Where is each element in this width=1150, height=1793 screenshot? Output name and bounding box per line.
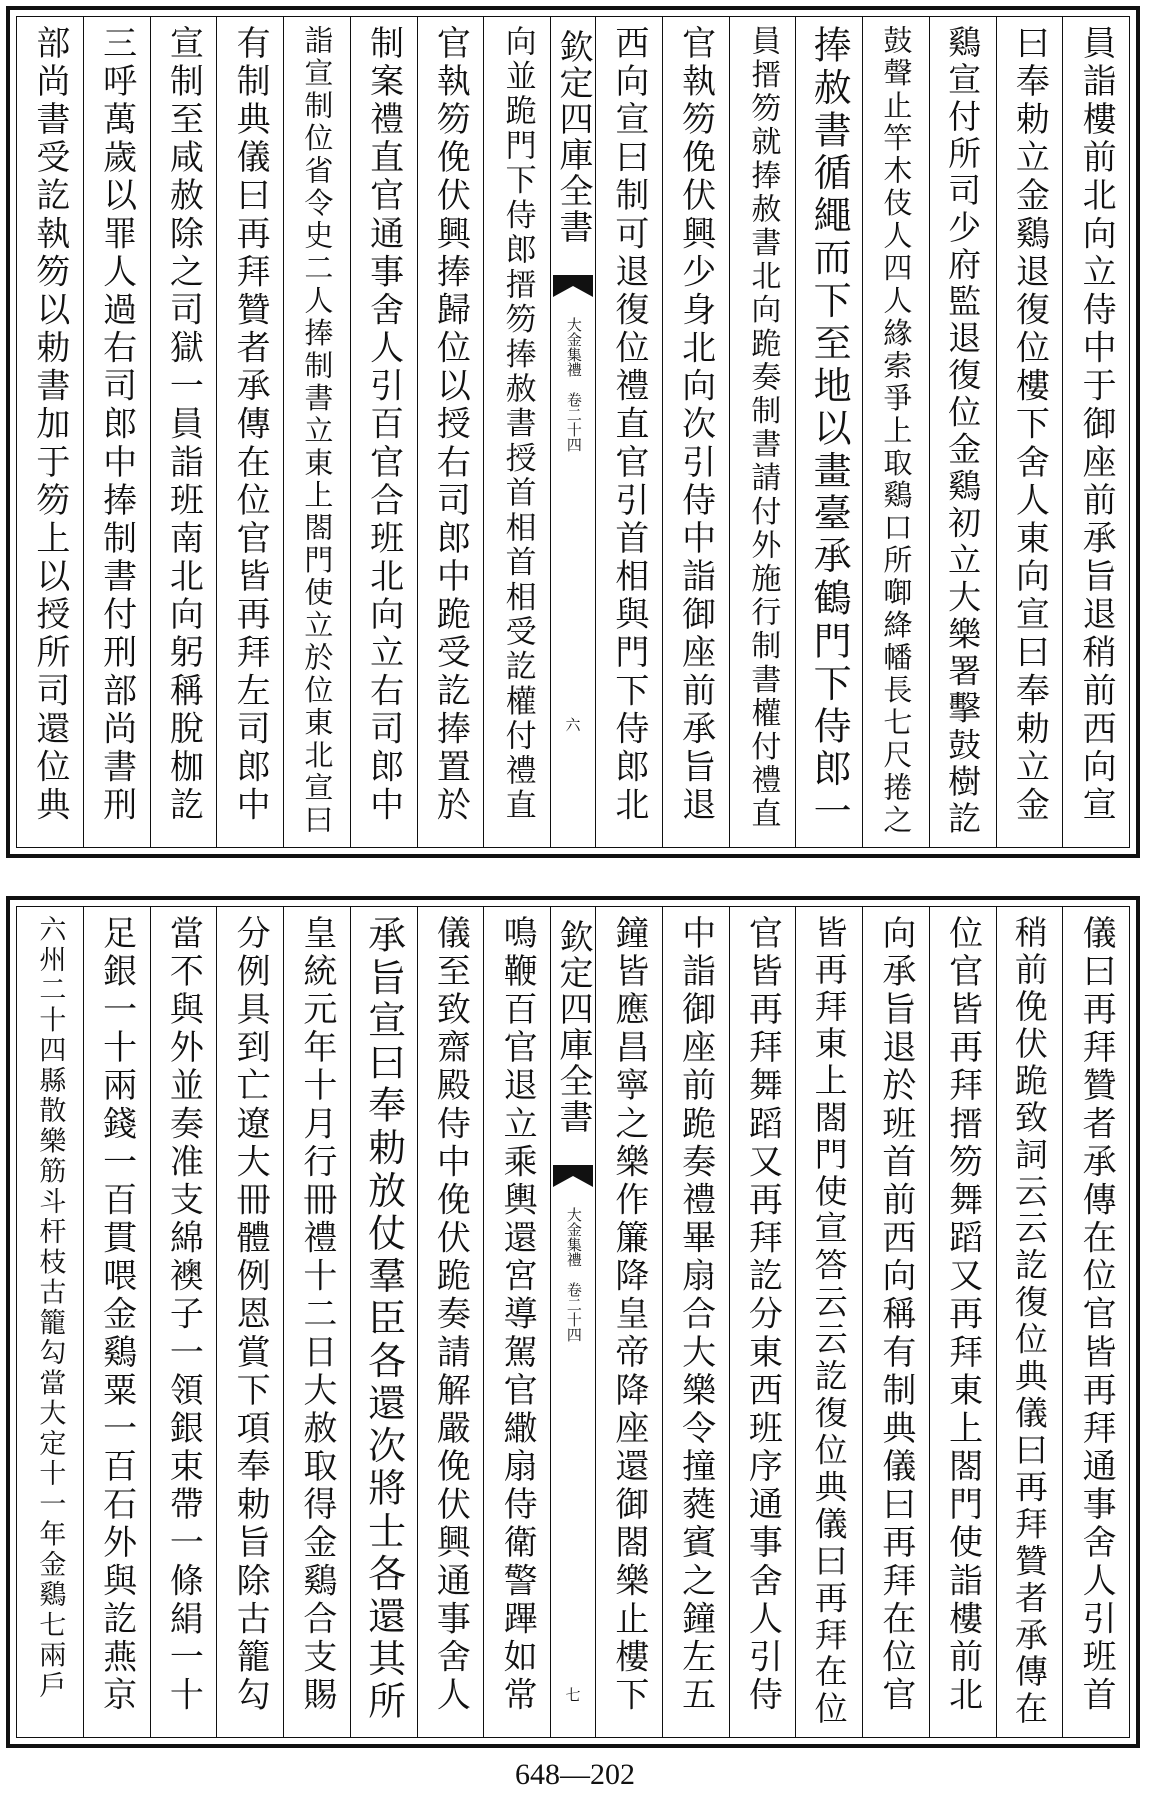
- fish-tail-mark: [553, 275, 593, 297]
- column-text: 制案禮直官通事舍人引百官合班北向立右司郎中: [363, 25, 404, 825]
- column-text: 詣宣制位省令史二人捧制書立東上閤門使立於位東北宣曰: [300, 25, 335, 837]
- text-column: [729, 907, 796, 1737]
- center-fold-column: [550, 907, 595, 1737]
- text-column: [150, 907, 217, 1737]
- column-text: 部尚書受訖執笏以勅書加于笏上以授所司還位典: [29, 25, 70, 825]
- text-column: [862, 907, 929, 1737]
- column-text: 承旨宣曰奉勅放仗羣臣各還次將士各還其所: [361, 915, 406, 1724]
- text-column: [795, 17, 862, 847]
- column-text: 稍前俛伏跪致詞云云訖復位典儀曰再拜贊者承傳在: [1009, 915, 1049, 1729]
- column-text: 儀曰再拜贊者承傳在位官皆再拜通事舍人引班首: [1076, 915, 1117, 1715]
- text-column: [662, 17, 729, 847]
- column-text: 皆再拜東上閤門使宣答云云訖復位典儀曰再拜在位: [809, 915, 849, 1729]
- column-text: 西向宣曰制可退復位禮直官引首相與門下侍郎北: [608, 25, 649, 825]
- chapter-label: 大金集禮 卷二十四: [564, 1207, 583, 1342]
- text-column: [1062, 907, 1129, 1737]
- column-text: 鼓聲止竿木伎人四人緣索爭上取鷄口所啣絳幡長七尺捲之: [879, 25, 914, 837]
- text-column: [350, 907, 417, 1737]
- column-text: 中詣御座前跪奏禮畢扇合大樂令撞蕤賓之鐘左五: [675, 915, 716, 1715]
- column-text: 分例具到亡遼大冊體例恩賞下項奉勅旨除古籠勾: [230, 915, 271, 1715]
- text-column: [1062, 17, 1129, 847]
- text-column: [483, 17, 550, 847]
- book-title: 欽定四庫全書: [553, 919, 593, 1135]
- page-footer-number: 648—202: [515, 1758, 635, 1791]
- text-column: [729, 17, 796, 847]
- text-column: [929, 17, 996, 847]
- book-title: 欽定四庫全書: [553, 29, 593, 245]
- column-text: 鳴鞭百官退立乘輿還宮導駕官繖扇侍衛警蹕如常: [497, 915, 538, 1715]
- page-number: 六: [563, 717, 582, 732]
- page-number: 七: [563, 1687, 582, 1702]
- column-text: 鐘皆應昌寧之樂作簾降皇帝降座還御閤樂止樓下: [608, 915, 649, 1715]
- column-text: 鷄宣付所司少府監退復位金鷄初立大樂署擊鼓樹訖: [943, 25, 983, 839]
- text-column: [595, 17, 662, 847]
- column-text: 捧赦書循繩而下至地以畫臺承鶴門下侍郎一: [807, 25, 852, 834]
- column-text: 宣制至咸赦除之司獄一員詣班南北向躬稱脫枷訖: [163, 25, 204, 825]
- column-text: 位官皆再拜搢笏舞蹈又再拜東上閤門使詣樓前北: [942, 915, 983, 1715]
- text-column: [17, 907, 83, 1737]
- bottom-page-panel: [6, 896, 1140, 1748]
- column-text: 三呼萬歲以罪人過右司郎中捧制書付刑部尚書刑: [96, 25, 137, 825]
- text-column: [483, 907, 550, 1737]
- text-column: [996, 907, 1063, 1737]
- text-column: [283, 17, 350, 847]
- column-text: 曰奉勅立金鷄退復位樓下舍人東向宣曰奉勅立金: [1009, 25, 1050, 825]
- text-column: [17, 17, 83, 847]
- column-text: 儀至致齋殿侍中俛伏跪奏請解嚴俛伏興通事舍人: [430, 915, 471, 1715]
- column-text: 向並跪門下侍郎搢笏捧赦書授首相首相受訖權付禮直: [499, 25, 536, 824]
- top-page-frame: [16, 16, 1130, 848]
- bottom-page-columns: [17, 907, 1129, 1737]
- column-text: 員詣樓前北向立侍中于御座前承旨退稍前西向宣: [1076, 25, 1117, 825]
- text-column: [595, 907, 662, 1737]
- text-column: [996, 17, 1063, 847]
- column-text: 有制典儀曰再拜贊者承傳在位官皆再拜左司郎中: [230, 25, 271, 825]
- text-column: [350, 17, 417, 847]
- column-text: 足銀一十兩錢一百貫喂金鷄粟一百石外與訖燕京: [96, 915, 137, 1715]
- column-text: 官皆再拜舞蹈又再拜訖分東西班序通事舍人引侍: [742, 915, 783, 1715]
- text-column: [150, 17, 217, 847]
- top-page-panel: [6, 6, 1140, 858]
- top-page-columns: [17, 17, 1129, 847]
- text-column: [216, 17, 283, 847]
- text-column: [83, 17, 150, 847]
- fish-tail-mark: [553, 1165, 593, 1187]
- text-column: [417, 17, 484, 847]
- column-text: 六州二十四縣散樂筋斗杆枝古籠勾當大定十一年金鷄七兩戶: [34, 915, 66, 1702]
- bottom-page-frame: [16, 906, 1130, 1738]
- text-column: [83, 907, 150, 1737]
- column-text: 當不與外並奏准支綿襖子一領銀束帶一條絹一十: [163, 915, 204, 1715]
- text-column: [216, 907, 283, 1737]
- column-text: 官執笏俛伏興少身北向次引侍中詣御座前承旨退: [675, 25, 716, 825]
- text-column: [662, 907, 729, 1737]
- column-text: 官執笏俛伏興捧歸位以授右司郎中跪受訖捧置於: [430, 25, 471, 825]
- column-text: 員搢笏就捧赦書北向跪奏制書請付外施行制書權付禮直: [745, 25, 781, 832]
- text-column: [795, 907, 862, 1737]
- text-column: [283, 907, 350, 1737]
- text-column: [417, 907, 484, 1737]
- text-column: [862, 17, 929, 847]
- column-text: 向承旨退於班首前西向稱有制典儀曰再拜在位官: [875, 915, 916, 1715]
- center-fold-column: [550, 17, 595, 847]
- chapter-label: 大金集禮 卷二十四: [564, 317, 583, 452]
- text-column: [929, 907, 996, 1737]
- column-text: 皇統元年十月行冊禮十二日大赦取得金鷄合支賜: [296, 915, 337, 1715]
